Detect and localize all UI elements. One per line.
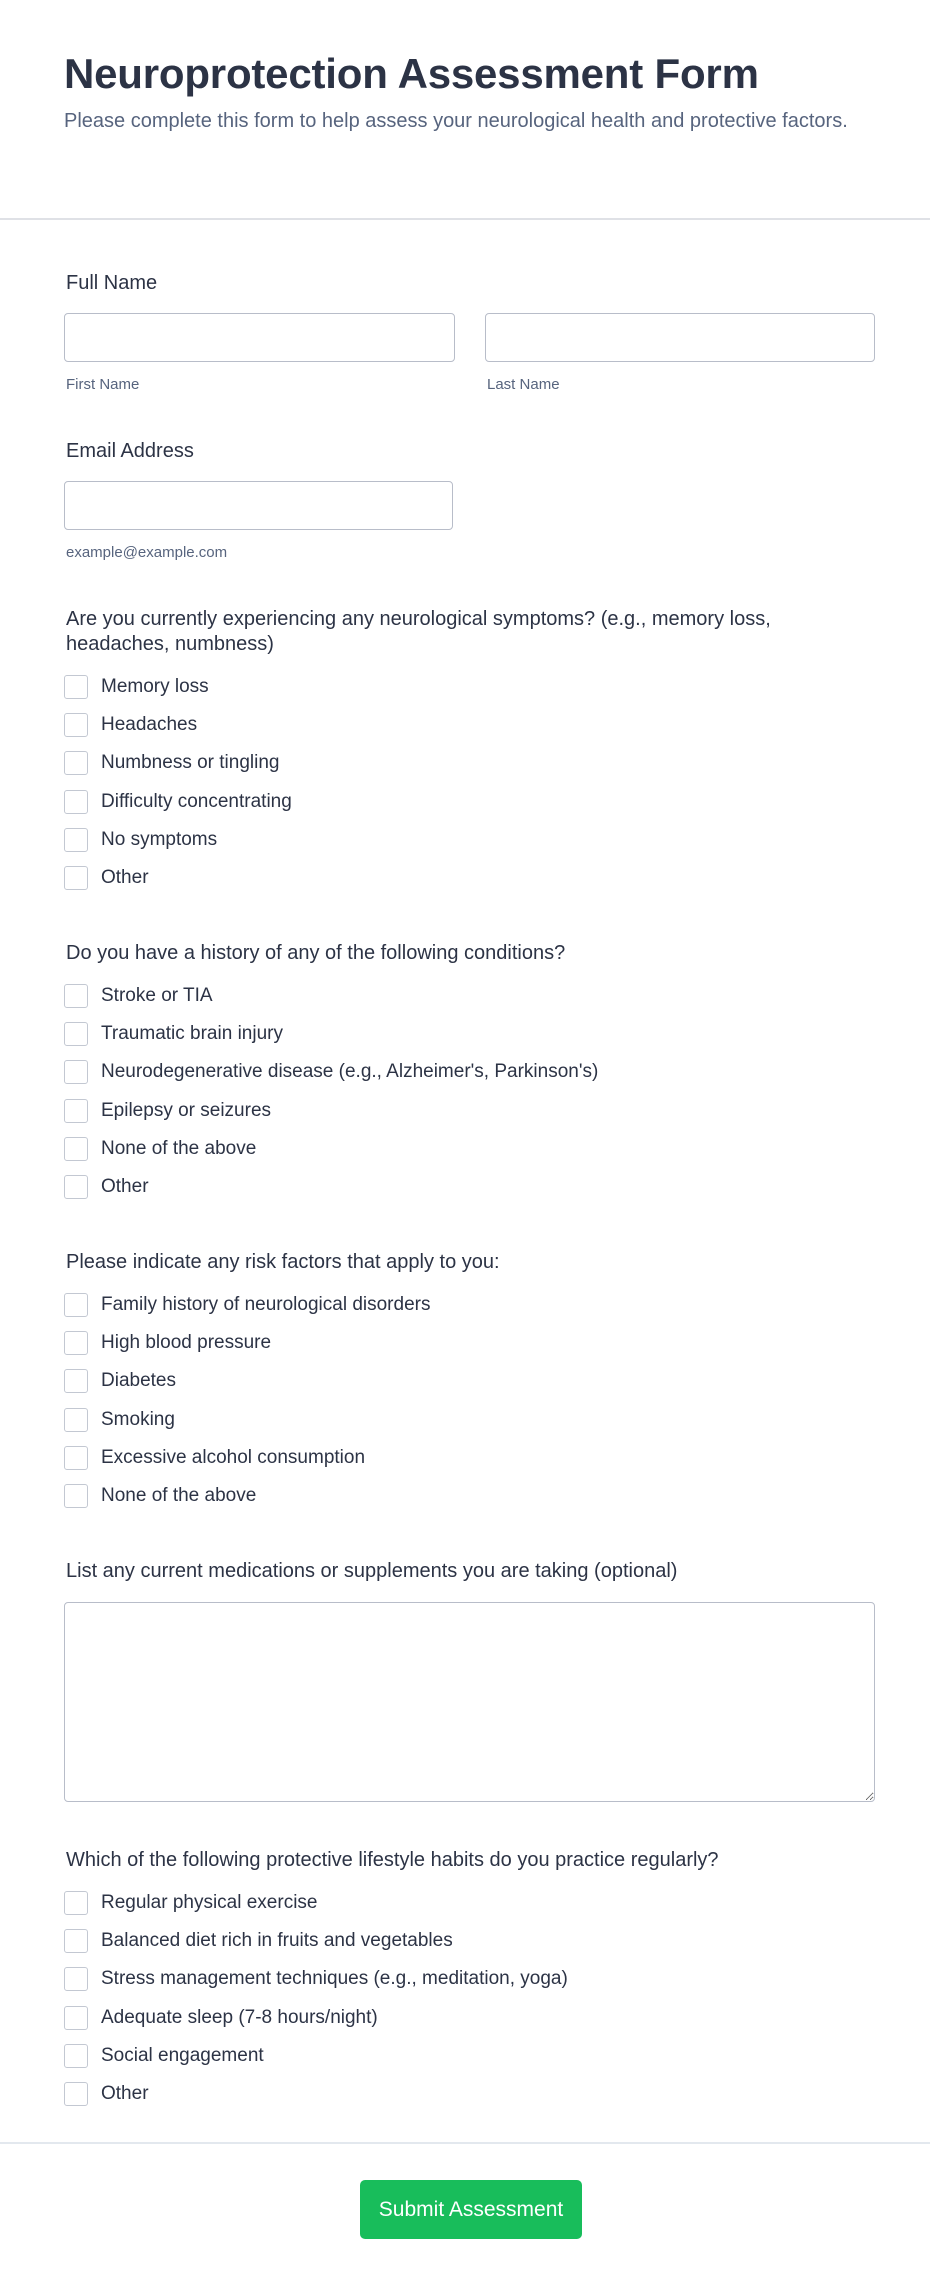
first-name-input[interactable] <box>64 313 455 362</box>
checkbox[interactable] <box>64 713 88 737</box>
checkbox[interactable] <box>64 828 88 852</box>
full-name-label: Full Name <box>66 272 158 294</box>
history-option-other[interactable]: Other <box>64 1174 149 1200</box>
checkbox[interactable] <box>64 790 88 814</box>
checkbox[interactable] <box>64 751 88 775</box>
lifestyle-option-social[interactable]: Social engagement <box>64 2043 264 2069</box>
checkbox[interactable] <box>64 2006 88 2030</box>
risk-factors-question: Please indicate any risk factors that apply to you: <box>66 1251 500 1273</box>
symptom-option-numbness[interactable]: Numbness or tingling <box>64 750 279 776</box>
symptom-option-headaches[interactable]: Headaches <box>64 712 197 738</box>
checkbox[interactable] <box>64 2082 88 2106</box>
footer-divider <box>0 2142 930 2144</box>
checkbox[interactable] <box>64 1022 88 1046</box>
lifestyle-option-stress-management[interactable]: Stress management techniques (e.g., meditation, yoga) <box>64 1966 568 1992</box>
checkbox[interactable] <box>64 1331 88 1355</box>
checkbox[interactable] <box>64 866 88 890</box>
checkbox[interactable] <box>64 1408 88 1432</box>
risk-option-high-blood-pressure[interactable]: High blood pressure <box>64 1330 271 1356</box>
email-input[interactable] <box>64 481 453 530</box>
history-question: Do you have a history of any of the following conditions? <box>66 942 566 964</box>
lifestyle-option-other[interactable]: Other <box>64 2081 149 2107</box>
medications-question: List any current medications or supplements you are taking (optional) <box>66 1560 678 1582</box>
checkbox[interactable] <box>64 1137 88 1161</box>
lifestyle-option-diet[interactable]: Balanced diet rich in fruits and vegetables <box>64 1928 453 1954</box>
history-option-stroke[interactable]: Stroke or TIA <box>64 983 213 1009</box>
checkbox[interactable] <box>64 1891 88 1915</box>
submit-assessment-button[interactable]: Submit Assessment <box>360 2180 582 2239</box>
history-option-tbi[interactable]: Traumatic brain injury <box>64 1021 283 1047</box>
history-option-none[interactable]: None of the above <box>64 1136 256 1162</box>
checkbox[interactable] <box>64 984 88 1008</box>
history-option-epilepsy[interactable]: Epilepsy or seizures <box>64 1098 271 1124</box>
email-sublabel: example@example.com <box>66 544 228 561</box>
checkbox[interactable] <box>64 2044 88 2068</box>
checkbox[interactable] <box>64 1293 88 1317</box>
checkbox[interactable] <box>64 1967 88 1991</box>
lifestyle-question: Which of the following protective lifestyle habits do you practice regularly? <box>66 1849 719 1871</box>
page-title: Neuroprotection Assessment Form <box>64 50 759 97</box>
checkbox[interactable] <box>64 1099 88 1123</box>
risk-option-diabetes[interactable]: Diabetes <box>64 1368 176 1394</box>
symptom-option-memory-loss[interactable]: Memory loss <box>64 674 209 700</box>
history-option-neurodegenerative[interactable]: Neurodegenerative disease (e.g., Alzheimer's, Parkinson's) <box>64 1059 598 1085</box>
checkbox[interactable] <box>64 675 88 699</box>
checkbox[interactable] <box>64 1060 88 1084</box>
symptom-option-difficulty-concentrating[interactable]: Difficulty concentrating <box>64 789 292 815</box>
checkbox[interactable] <box>64 1175 88 1199</box>
risk-option-smoking[interactable]: Smoking <box>64 1407 175 1433</box>
medications-textarea[interactable] <box>64 1602 875 1802</box>
checkbox[interactable] <box>64 1446 88 1470</box>
page-subtitle: Please complete this form to help assess your neurological health and protective factors. <box>64 110 848 132</box>
risk-option-none[interactable]: None of the above <box>64 1483 256 1509</box>
symptom-option-other[interactable]: Other <box>64 865 149 891</box>
email-label: Email Address <box>66 440 194 462</box>
lifestyle-option-sleep[interactable]: Adequate sleep (7-8 hours/night) <box>64 2005 378 2031</box>
risk-option-family-history[interactable]: Family history of neurological disorders <box>64 1292 430 1318</box>
lifestyle-option-exercise[interactable]: Regular physical exercise <box>64 1890 318 1916</box>
symptoms-question: Are you currently experiencing any neurological symptoms? (e.g., memory loss, headaches, numbness) <box>66 608 771 655</box>
checkbox[interactable] <box>64 1369 88 1393</box>
symptom-option-no-symptoms[interactable]: No symptoms <box>64 827 217 853</box>
last-name-input[interactable] <box>485 313 875 362</box>
risk-option-alcohol[interactable]: Excessive alcohol consumption <box>64 1445 365 1471</box>
last-name-sublabel: Last Name <box>487 376 560 393</box>
first-name-sublabel: First Name <box>66 376 140 393</box>
checkbox[interactable] <box>64 1484 88 1508</box>
checkbox[interactable] <box>64 1929 88 1953</box>
form-header <box>0 0 930 220</box>
